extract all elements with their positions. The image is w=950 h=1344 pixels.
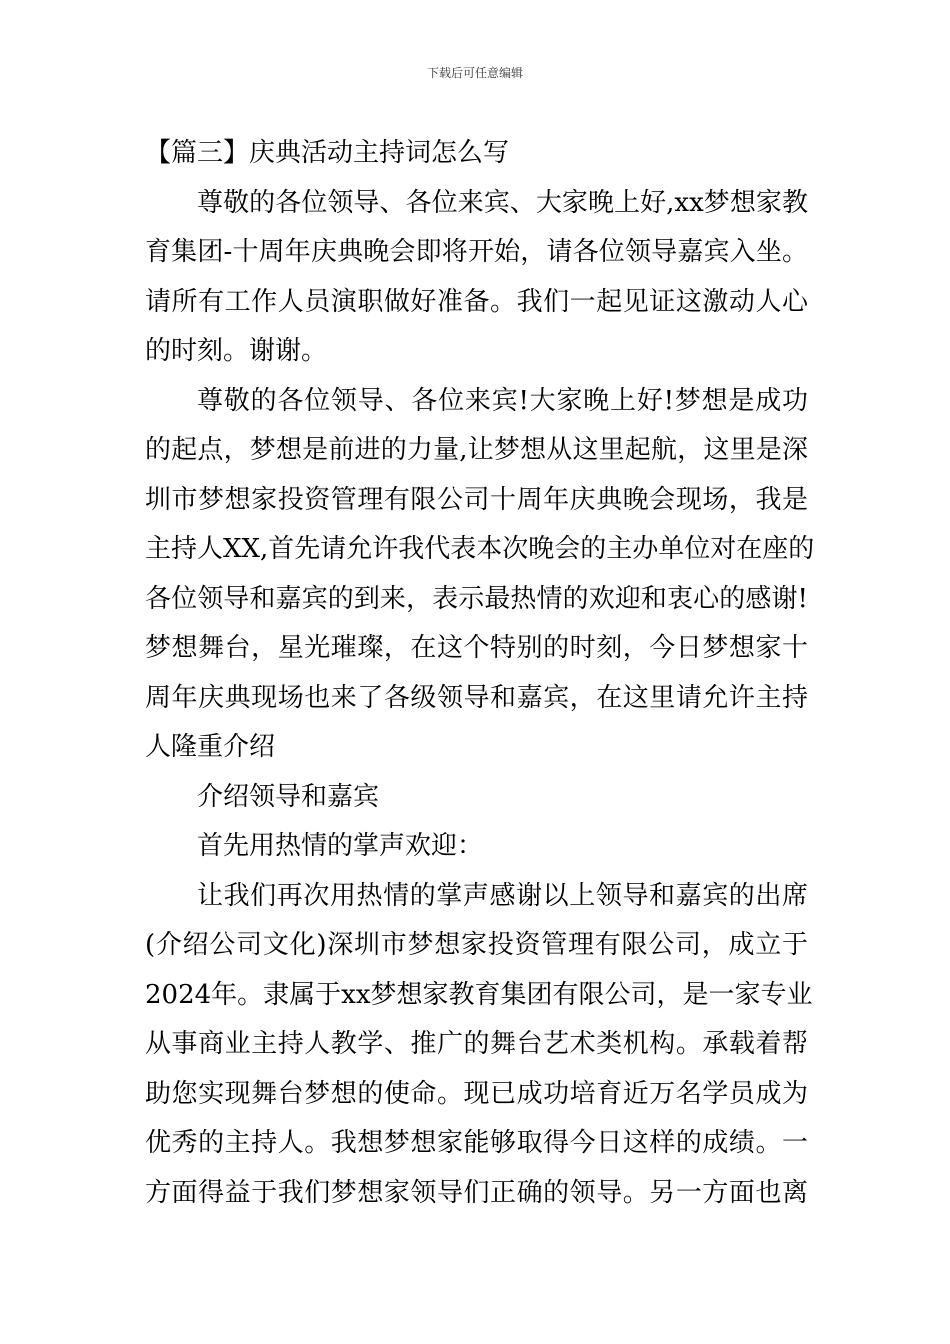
paragraph-introduce-guests [145,773,808,823]
text-line: 助您实现舞台梦想的使命。现已成功培育近万名学员成为 [145,1078,808,1109]
text-line: 人隆重介绍 [145,732,276,762]
paragraph-company-intro [145,872,813,1219]
text-line: 尊敬的各位领导、各位来宾!大家晚上好!梦想是成功 [197,385,808,416]
text-line: 各位领导和嘉宾的到来，表示最热情的欢迎和衷心的感谢! [145,583,808,614]
paragraph-applause [145,822,808,872]
text-line: 方面得益于我们梦想家领导们正确的领导。另一方面也离 [145,1177,808,1208]
text-line: 梦想舞台，星光璀璨，在这个特别的时刻，今日梦想家十 [145,633,808,663]
text-line: 的起点，梦想是前进的力量,让梦想从这里起航，这里是深 [145,435,808,465]
text-line: 请所有工作人员演职做好准备。我们一起见证这激动人心 [145,286,808,317]
text-line: 让我们再次用热情的掌声感谢以上领导和嘉宾的出席 [197,880,808,911]
text-line: 尊敬的各位领导、各位来宾、大家晚上好,xx梦想家教 [197,187,808,218]
text-line: 介绍领导和嘉宾 [197,781,380,812]
text-line: 首先用热情的掌声欢迎： [197,831,484,861]
text-line: 优秀的主持人。我想梦想家能够取得今日这样的成绩。一 [145,1128,808,1158]
text-line: 育集团-十周年庆典晚会即将开始，请各位领导嘉宾入坐。 [145,237,808,267]
paragraph-opening [145,179,808,377]
text-line: 2024年。隶属于xx梦想家教育集团有限公司，是一家专业 [145,979,813,1010]
document-title: 【篇三】庆典活动主持词怎么写 [145,138,510,168]
text-line: 主持人XX,首先请允许我代表本次晚会的主办单位对在座的 [145,534,815,564]
text-line: 圳市梦想家投资管理有限公司十周年庆典晚会现场，我是 [145,484,808,515]
page-header: 下载后可任意编辑 [426,66,523,80]
paragraph-welcome [145,377,815,773]
text-line: 周年庆典现场也来了各级领导和嘉宾，在这里请允许主持 [145,682,808,713]
text-line: 的时刻。谢谢。 [145,336,328,366]
document-body [145,129,815,1218]
text-line: (介绍公司文化)深圳市梦想家投资管理有限公司，成立于 [145,930,808,960]
text-line: 从事商业主持人教学、推广的舞台艺术类机构。承载着帮 [145,1029,808,1059]
